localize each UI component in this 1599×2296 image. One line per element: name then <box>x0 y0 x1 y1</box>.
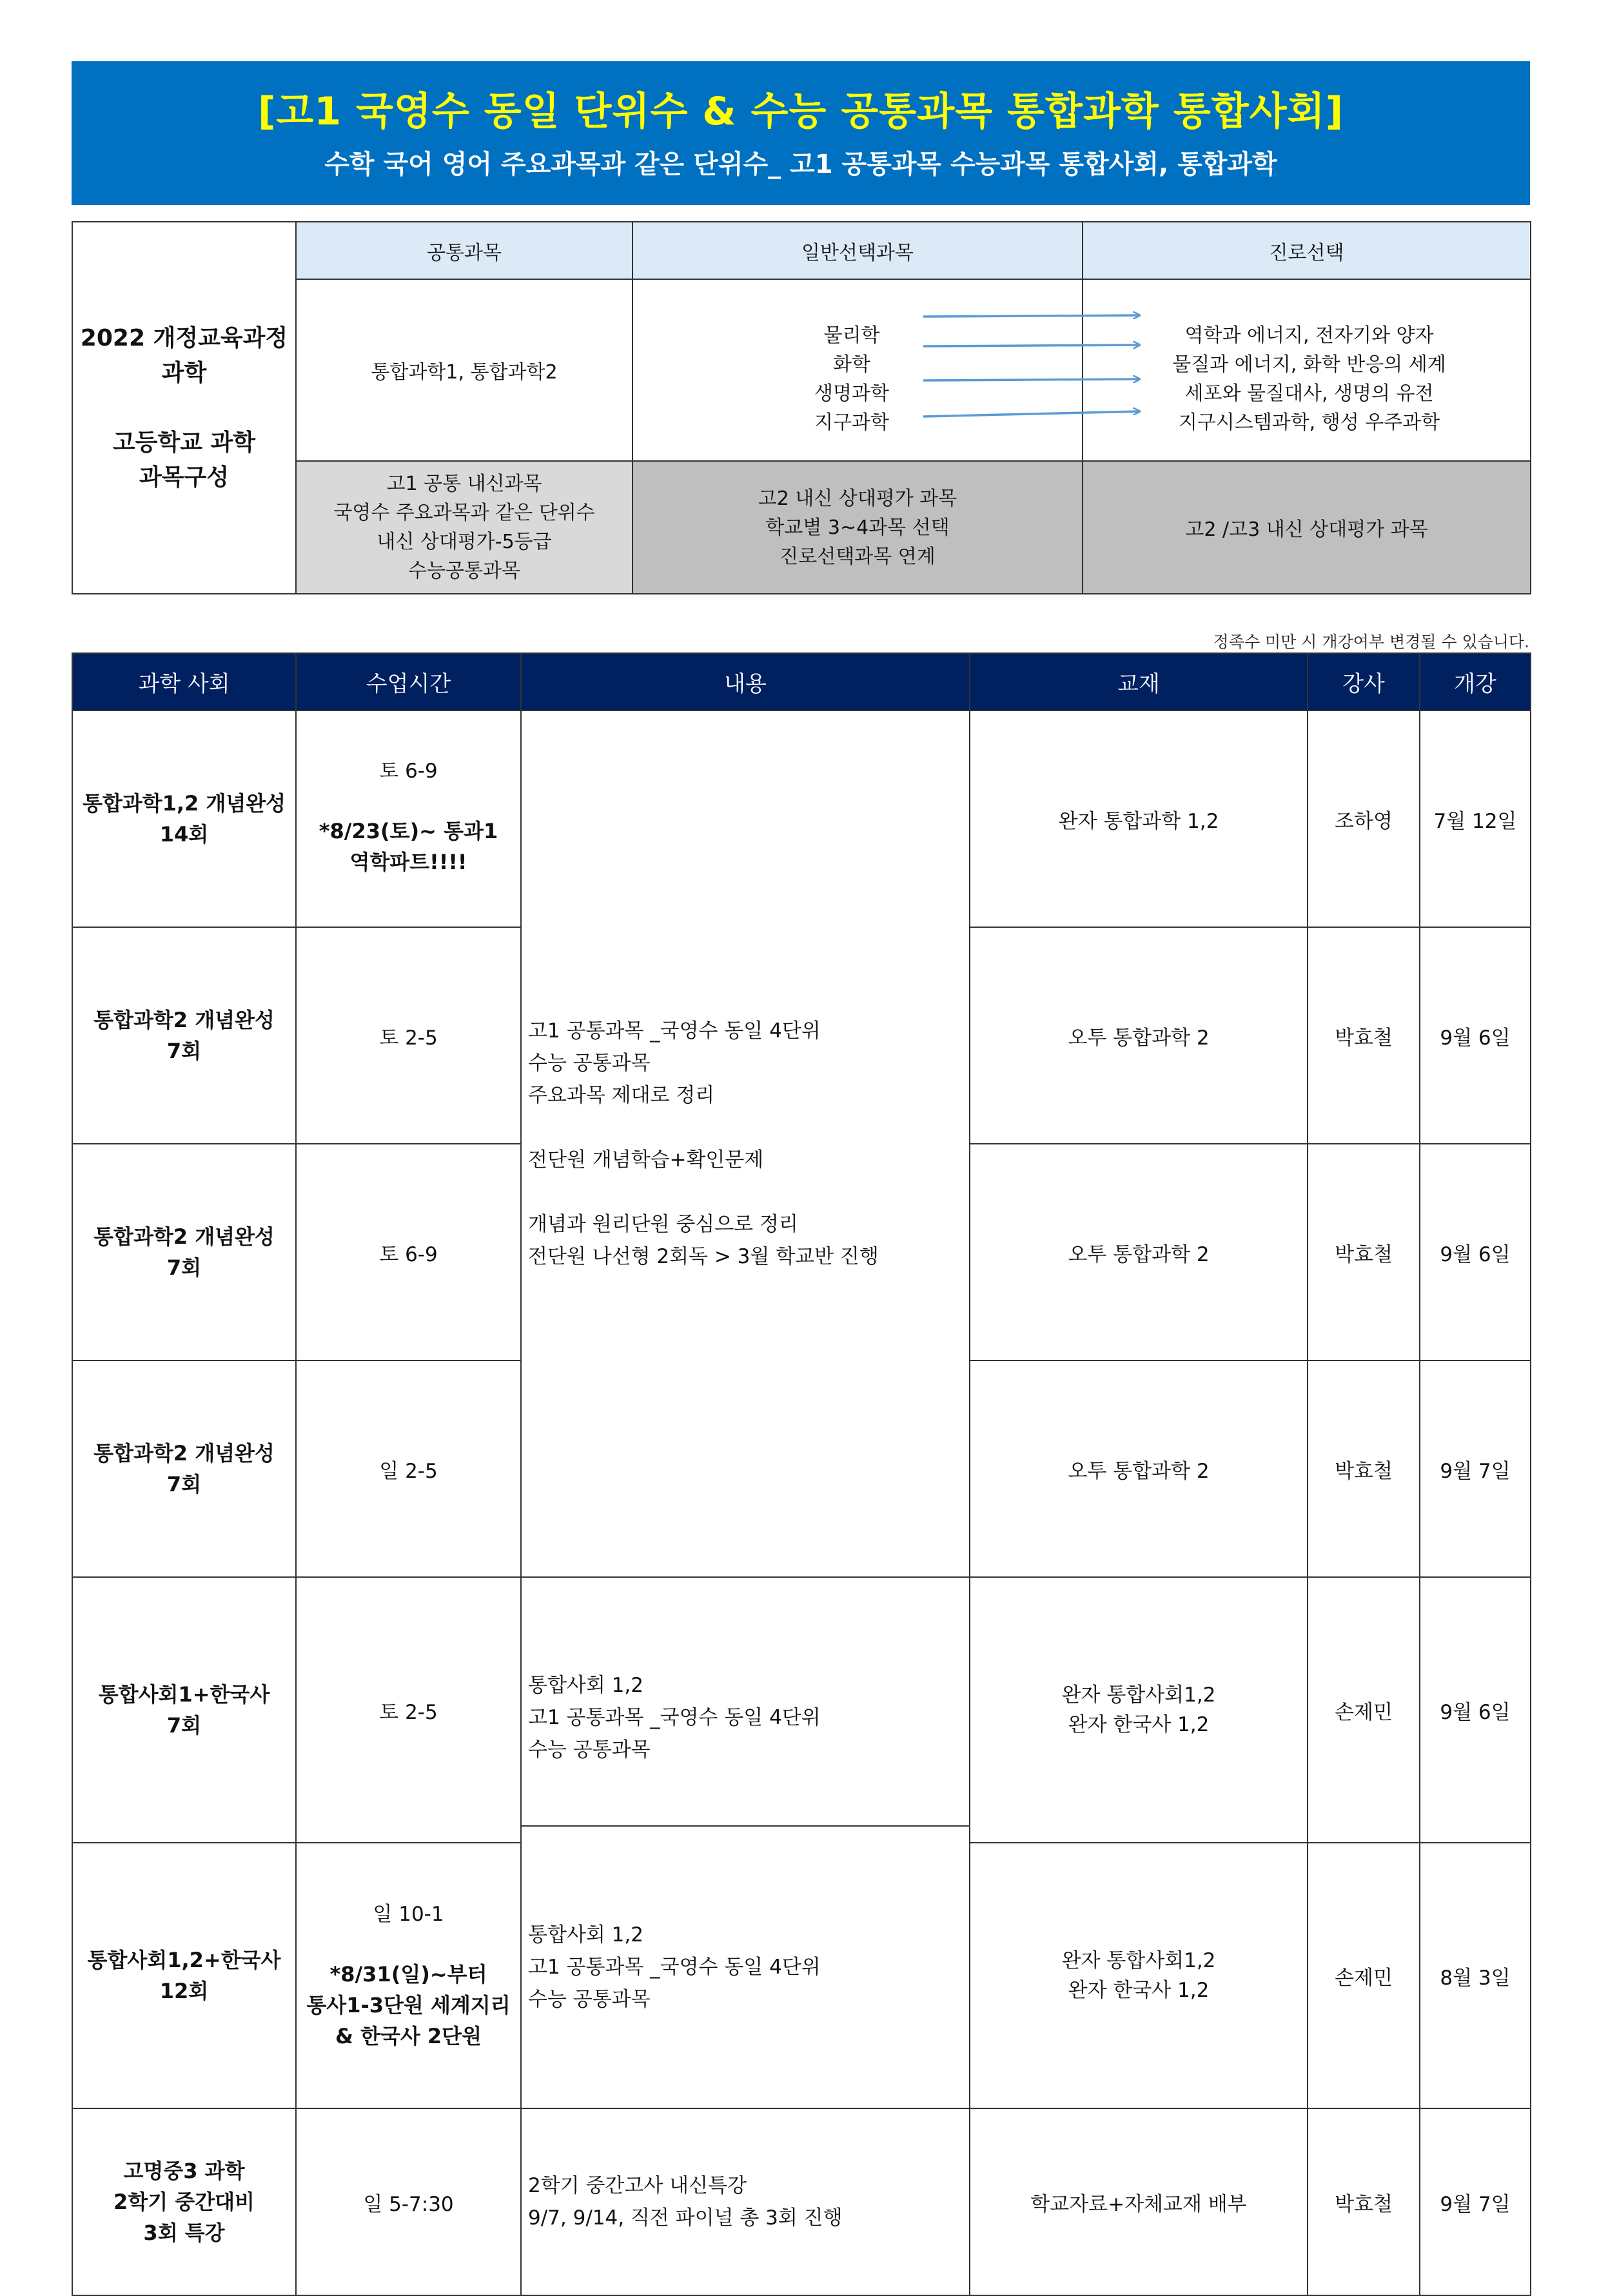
subject-item: 세포와 물질대사, 생명의 유전 <box>1184 382 1434 405</box>
class-teacher: 박효철 <box>1308 2108 1420 2295</box>
class-name: 고명중3 과학 2학기 중간대비 3회 특강 <box>72 2108 296 2295</box>
info-line: 고2 내신 상대평가 과목 <box>758 487 957 510</box>
page-subtitle: 수학 국어 영어 주요과목과 같은 단위수_ 고1 공통과목 수능과목 통합사회, 통합과학 <box>324 150 1277 179</box>
side-line: 고등학교 과학 <box>112 429 256 456</box>
table-row <box>72 2108 1531 2295</box>
subject-item: 물질과 에너지, 화학 반응의 세계 <box>1172 353 1446 376</box>
header-general: 일반선택과목 <box>633 222 1083 279</box>
class-start: 9월 7일 <box>1420 2108 1531 2295</box>
col-header-teacher: 강사 <box>1308 653 1420 711</box>
info-line: 고1 공통 내신과목 <box>386 473 542 495</box>
curriculum-table <box>72 221 1531 594</box>
class-book: 오투 통합과학 2 <box>970 927 1308 1144</box>
header-common: 공통과목 <box>296 222 633 279</box>
class-time: 토 6-9 <box>296 1144 521 1360</box>
class-teacher: 손제민 <box>1308 1577 1420 1843</box>
class-time: 토 2-5 <box>296 927 521 1144</box>
subject-item: 역학과 에너지, 전자기와 양자 <box>1184 324 1434 347</box>
side-line: 과목구성 <box>139 464 230 491</box>
subject-item: 지구과학 <box>814 411 889 434</box>
time-value: 일 10-1 <box>373 1903 444 1926</box>
class-name: 통합과학1,2 개념완성 14회 <box>72 711 296 927</box>
content-society-a: 통합사회 1,2 고1 공통과목 _국영수 동일 4단위 수능 공통과목 <box>522 1610 969 1827</box>
subject-item: 지구시스템과학, 행성 우주과학 <box>1178 411 1440 434</box>
info-line: 진로선택과목 연계 <box>780 545 936 568</box>
career-subjects <box>1083 279 1531 461</box>
class-book: 오투 통합과학 2 <box>970 1360 1308 1577</box>
class-time: 토 2-5 <box>296 1577 521 1843</box>
class-teacher: 박효철 <box>1308 927 1420 1144</box>
class-teacher: 박효철 <box>1308 1144 1420 1360</box>
col-header-time: 수업시간 <box>296 653 521 711</box>
class-time: 일 2-5 <box>296 1360 521 1577</box>
table-row <box>72 1577 1531 1843</box>
class-schedule-table <box>72 652 1531 2296</box>
class-book: 학교자료+자체교재 배부 <box>970 2108 1308 2295</box>
class-time <box>296 1843 521 2108</box>
info-general <box>633 461 1083 594</box>
class-start: 9월 6일 <box>1420 927 1531 1144</box>
subject-item: 물리학 <box>823 324 880 347</box>
class-book: 완자 통합사회1,2 완자 한국사 1,2 <box>970 1843 1308 2108</box>
class-start: 9월 6일 <box>1420 1577 1531 1843</box>
class-book: 완자 통합사회1,2 완자 한국사 1,2 <box>970 1577 1308 1843</box>
col-header-start: 개강 <box>1420 653 1531 711</box>
class-name: 통합사회1+한국사 7회 <box>72 1577 296 1843</box>
time-note: *8/23(토)~ 통과1 역학파트!!!! <box>319 819 498 874</box>
class-name: 통합과학2 개념완성 7회 <box>72 927 296 1144</box>
class-time: 일 5-7:30 <box>296 2108 521 2295</box>
info-career: 고2 /고3 내신 상대평가 과목 <box>1083 461 1531 594</box>
side-line: 2022 개정교육과정 <box>80 324 288 351</box>
info-common <box>296 461 633 594</box>
info-line: 국영수 주요과목과 같은 단위수 <box>333 502 595 524</box>
side-line: 과학 <box>161 359 207 386</box>
subject-item: 생명과학 <box>814 382 889 405</box>
class-content <box>521 1577 970 2108</box>
header-career: 진로선택 <box>1083 222 1531 279</box>
class-name: 통합사회1,2+한국사 12회 <box>72 1843 296 2108</box>
class-name: 통합과학2 개념완성 7회 <box>72 1144 296 1360</box>
general-subjects <box>633 279 1083 461</box>
class-content: 고1 공통과목 _국영수 동일 4단위 수능 공통과목 주요과목 제대로 정리 전단원 개념학습+확인문제 개념과 원리단원 중심으로 정리 전단원 나선형 2회독 > 3월 학교반 진행 <box>521 711 970 1577</box>
info-line: 내신 상대평가-5등급 <box>377 531 552 553</box>
subject-item: 화학 <box>833 353 870 376</box>
info-line: 수능공통과목 <box>408 560 520 582</box>
quorum-note: 정족수 미만 시 개강여부 변경될 수 있습니다. <box>1213 633 1529 651</box>
class-teacher: 조하영 <box>1308 711 1420 927</box>
class-start: 9월 7일 <box>1420 1360 1531 1577</box>
time-note: *8/31(일)~부터 통사1-3단원 세계지리 & 한국사 2단원 <box>306 1962 511 2048</box>
class-book: 오투 통합과학 2 <box>970 1144 1308 1360</box>
page-title: [고1 국영수 동일 단위수 & 수능 공통과목 통합과학 통합사회] <box>257 89 1344 134</box>
content-society-b: 통합사회 1,2 고1 공통과목 _국영수 동일 4단위 수능 공통과목 <box>528 1923 821 2011</box>
common-subjects: 통합과학1, 통합과학2 <box>296 279 633 461</box>
title-banner <box>72 61 1530 205</box>
class-teacher: 박효철 <box>1308 1360 1420 1577</box>
col-header-subject: 과학 사회 <box>72 653 296 711</box>
class-time <box>296 711 521 927</box>
class-teacher: 손제민 <box>1308 1843 1420 2108</box>
class-start: 8월 3일 <box>1420 1843 1531 2108</box>
class-start: 7월 12일 <box>1420 711 1531 927</box>
class-book: 완자 통합과학 1,2 <box>970 711 1308 927</box>
class-name: 통합과학2 개념완성 7회 <box>72 1360 296 1577</box>
table-row <box>72 711 1531 927</box>
class-start: 9월 6일 <box>1420 1144 1531 1360</box>
col-header-book: 교재 <box>970 653 1308 711</box>
col-header-content: 내용 <box>521 653 970 711</box>
time-value: 토 6-9 <box>379 760 438 783</box>
class-content: 2학기 중간고사 내신특강 9/7, 9/14, 직전 파이널 총 3회 진행 <box>521 2108 970 2295</box>
curriculum-side-label <box>72 222 296 594</box>
info-line: 학교별 3~4과목 선택 <box>765 516 950 539</box>
